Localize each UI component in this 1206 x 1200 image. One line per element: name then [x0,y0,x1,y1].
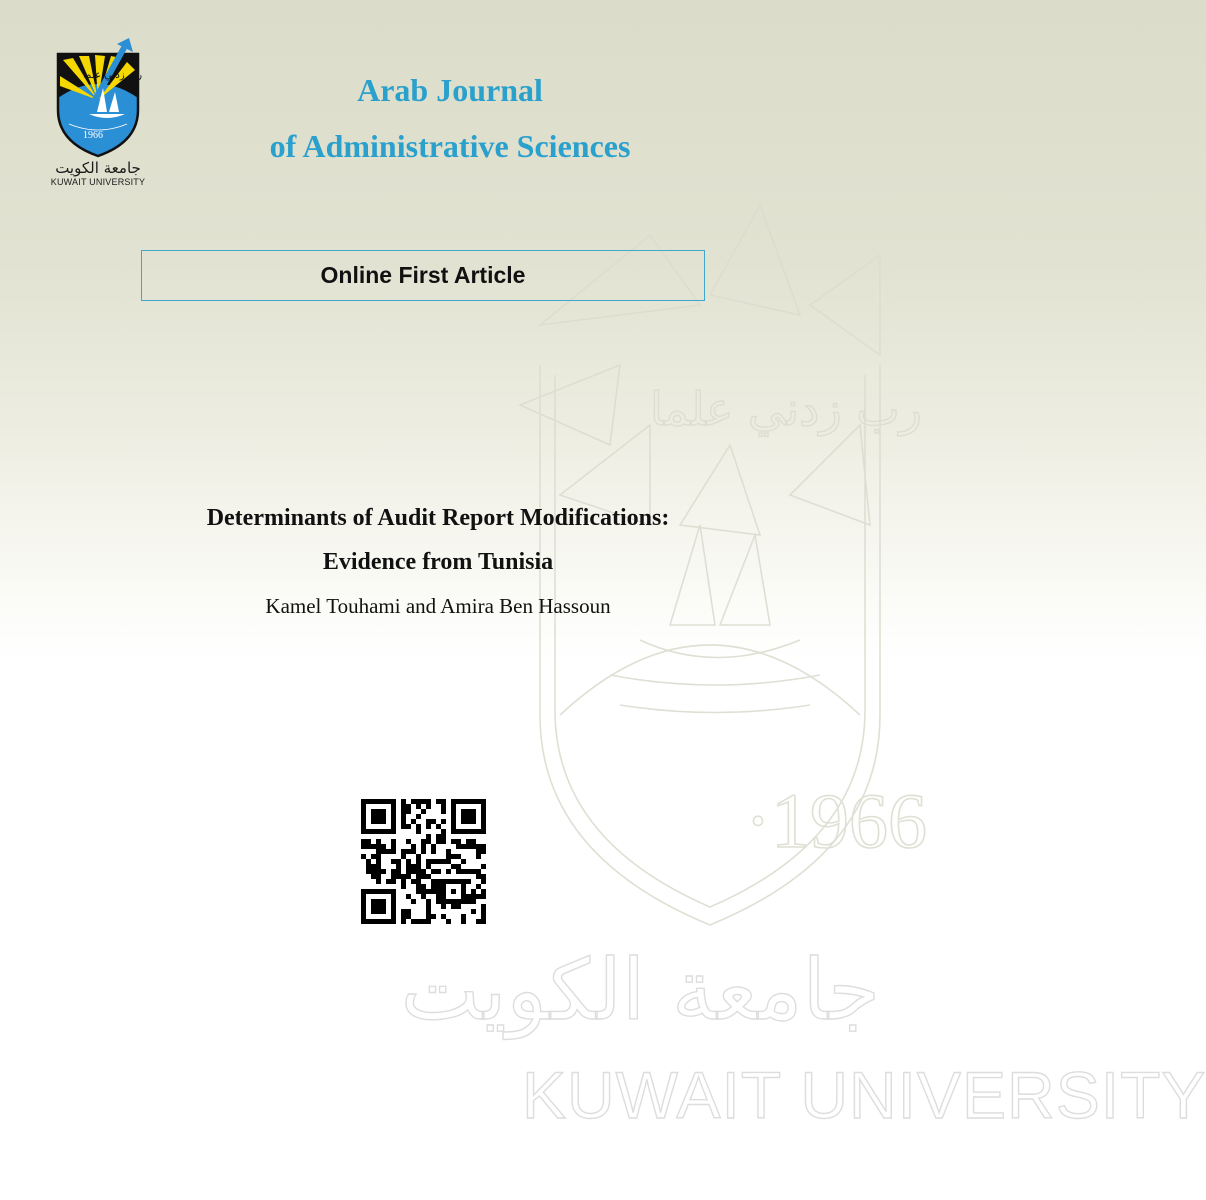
watermark-year: ·1966 [745,777,927,864]
watermark-arabic-motto: رب زدني علما [650,382,922,436]
article-title-line2: Evidence from Tunisia [322,549,554,575]
logo-university-arabic: جامعة الكويت [55,159,141,177]
article-title [100,496,776,584]
article-title-line1: Determinants of Audit Report Modifications: [206,505,670,531]
journal-title-line1: Arab Journal [357,72,543,108]
logo-university-english: KUWAIT UNIVERSITY [50,177,146,187]
watermark-university-english: KUWAIT UNIVERSITY [522,1058,1206,1132]
university-logo [42,40,154,188]
qr-code-graphic [361,799,486,924]
watermark-university-arabic: جامعة الكويت [400,941,880,1039]
logo-arabic-motto: رب زدني علما [83,70,143,81]
qr-code-icon[interactable] [361,799,486,924]
journal-title-line2: of Administrative Sciences [269,128,631,164]
shield-emblem-icon [55,40,141,158]
article-authors: Kamel Touhami and Amira Ben Hassoun [265,594,611,618]
logo-year: 1966 [83,130,103,141]
journal-title [200,62,700,174]
online-first-banner: Online First Article [141,250,705,301]
